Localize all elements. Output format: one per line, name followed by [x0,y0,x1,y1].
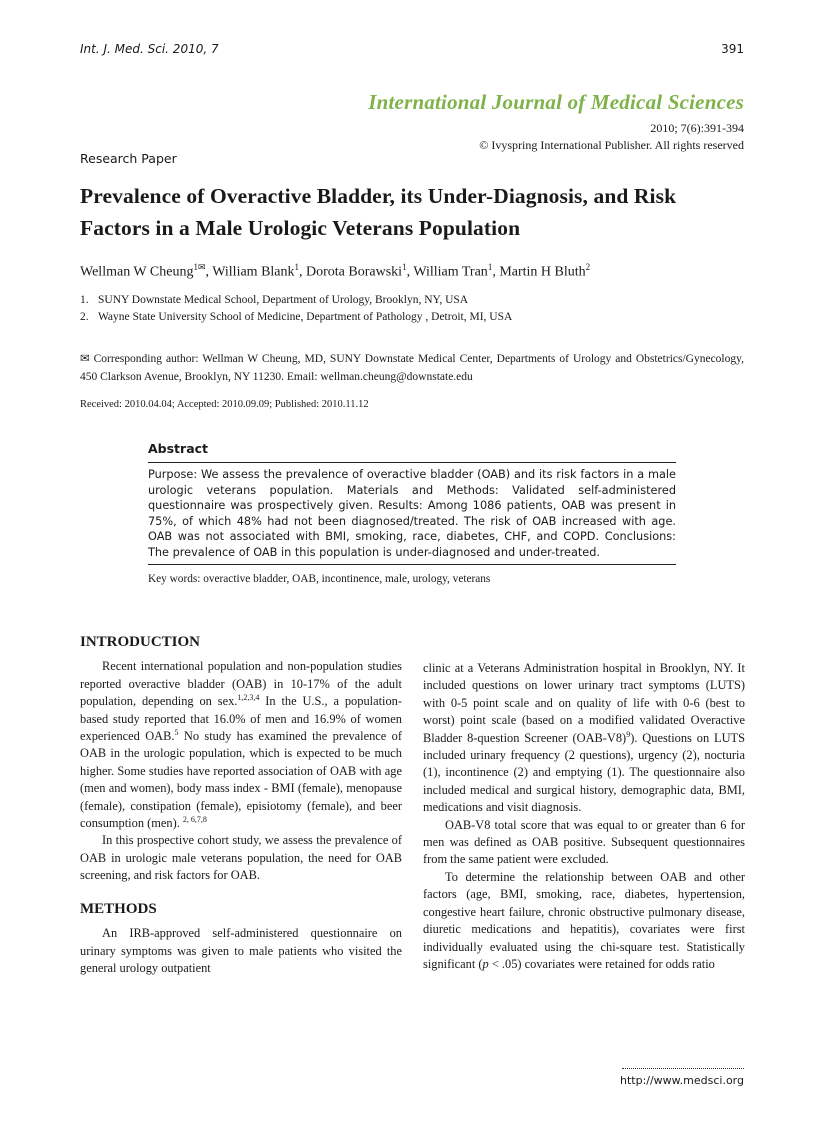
footer-url[interactable]: http://www.medsci.org [619,1074,744,1087]
corresponding-author: ✉ Corresponding author: Wellman W Cheung, MD, SUNY Downstate Medical Center, Departments of Urology and Obstetrics/Gynecology, 450 Clarkson Avenue, Brooklyn, NY 11230. Email: wellman.cheung@downstate.edu [80,353,744,383]
mail-icon: ✉ [197,262,206,272]
text-run: To determine the relationship between OAB and other factors (age, BMI, smoking, race, diabetes, hypertension, congestive heart failure, chronic obstructive pulmonary disease, diuretic medications and hepatitis), covariates were first individually evaluated using the chi-square test. Statistically significant ( [423,869,745,971]
abstract-heading: Abstract [148,441,676,463]
author-name: Dorota Borawski [306,264,403,280]
section-heading-introduction: INTRODUCTION [80,634,201,650]
volume-info: 2010; 7(6):391-394 [650,121,744,135]
affiliation-text: SUNY Downstate Medical School, Department of Urology, Brooklyn, NY, USA [98,294,469,306]
author-name: Wellman W Cheung [80,264,194,280]
page-number: 391 [721,42,744,56]
paper-type: Research Paper [80,151,177,166]
text-run: In the U.S., a population-based study reported that 16.0% of men and 16.9% of women experienced OAB. [80,694,402,744]
author-affil-sup: 1 [294,262,300,272]
abstract-box [148,441,676,585]
author-name: William Tran [413,264,488,280]
body-paragraph [80,658,402,832]
footer-divider [622,1068,744,1069]
text-run: Recent international population and non-population studies reported overactive bladder (OAB) in 10-17% of the adult population, depending on sex. [80,659,402,709]
author-name: Martin H Bluth [499,264,586,280]
author-affil-sup: 1 [487,262,493,272]
journal-citation: Int. J. Med. Sci. 2010, 7 [80,42,219,56]
affiliation-number: 1. [80,294,89,306]
text-run: clinic at a Veterans Administration hospital in Brooklyn, NY. It included questions on lower urinary tract symptoms (LUTS) with 0-5 point scale and on quality of life with 0-6 (best to worst) point scale (based on a modified validated Overactive Bladder 8-question Screener (OAB-V8) [423,661,745,745]
article-dates: Received: 2010.04.04; Accepted: 2010.09.09; Published: 2010.11.12 [80,399,369,410]
text-run: No study has examined the prevalence of OAB in the urologic population, which is expected to be much higher. Some studies have reported association of OAB with age (men and women), body mass index - BMI (female), menopause (female), constipation (female), episiotomy (female), and beer consumption (men). [80,729,402,831]
body-paragraph [423,660,745,817]
citation-sup: 9 [626,729,631,739]
author-affil-sup: 2 [585,262,591,272]
author-list: Wellman W Cheung$^{1✉}$, William Blank$^1$, Dorota Borawski$^1$, William Tran$^1$, Martin H Bluth$^2$ [80,262,591,280]
body-paragraph: An IRB-approved self-administered questionnaire on urinary symptoms was given to male patients who visited the general urology outpatient [80,926,402,975]
citation-sup: 1,2,3,4 [237,693,260,703]
author-name: William Blank [212,264,295,280]
body-paragraph: OAB-V8 total score that was equal to or greater than 6 for men was defined as OAB positive. Subsequent questionnaires from the same patient were excluded. [423,817,745,867]
citation-sup: 2, 6,7,8 [182,814,207,824]
section-heading-methods: METHODS [80,900,157,917]
affiliation-list [80,292,750,326]
journal-name: International Journal of Medical Sciences [368,90,744,114]
affiliation-item [80,309,750,326]
keywords: Key words: overactive bladder, OAB, incontinence, male, urology, veterans [148,572,491,585]
text-run: < .05) covariates were retained for odds ratio [488,956,715,971]
body-column-left [80,634,402,977]
copyright: © Ivyspring International Publisher. All rights reserved [479,138,744,152]
abstract-text: Purpose: We assess the prevalence of overactive bladder (OAB) and its risk factors in a male urologic veterans population. Materials and Methods: Validated self-administered questionnaire was prospectively given. Results: Among 1086 patients, OAB was present in 75%, of which 48% had not been diagnosed/treated. The risk of OAB increased with age. OAB was not associated with BMI, smoking, race, diabetes, CHF, and COPD. Conclusions: The prevalence of OAB in this population is under-diagnosed and under-treated. [148,463,676,565]
citation-sup: 5 [174,727,179,737]
text-run: ). Questions on LUTS included urinary frequency (2 questions), urgency (2), nocturia (1), incontinence (2) and emptying (1). The questionnaire also included medical and surgical history, demographic data, BMI, medications and visit diagnosis. [423,730,745,815]
body-paragraph [423,869,745,973]
body-column-right [423,660,745,973]
publication-info [479,120,744,154]
affiliation-number: 2. [80,311,89,323]
author-affil-sup: 1 [193,262,198,272]
body-paragraph: In this prospective cohort study, we assess the prevalence of OAB in urologic male veterans population, the need for OAB screening, and risk factors for OAB. [80,833,402,883]
text-run-italic: p [482,956,489,971]
affiliation-item [80,292,750,309]
author-affil-sup: 1 [402,262,407,272]
affiliation-text: Wayne State University School of Medicine, Department of Pathology , Detroit, MI, USA [98,311,513,323]
article-title: Prevalence of Overactive Bladder, its Under-Diagnosis, and Risk Factors in a Male Urologic Veterans Population [80,184,677,240]
